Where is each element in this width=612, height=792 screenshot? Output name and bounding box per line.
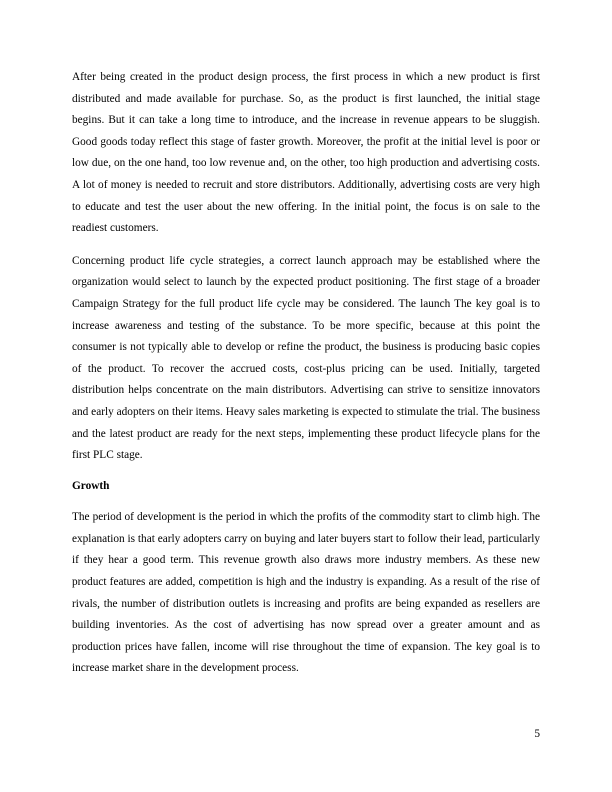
section-heading-growth: Growth: [72, 479, 110, 492]
page-number: 5: [534, 728, 540, 740]
growth-paragraph: The period of development is the period in which the profits of the commodity start to climb high. The explanation is that early adopters carry on buying and later buyers start to follow their lead, particularly if they hear a good term. This revenue growth also draws more industry members. As these new product features are added, competition is high and the industry is expanding. As a result of the rise of rivals, the number of distribution outlets is increasing and profits are being expanded as resellers are building inventories. As the cost of advertising has now spread over a greater amount and as production prices have fallen, income will rise throughout the time of expansion. The key goal is to increase market share in the development process.: [72, 511, 540, 675]
strategy-paragraph: Concerning product life cycle strategies, a correct launch approach may be established where the organization would select to launch by the expected product positioning. The first stage of a broader Campaign Strategy for the full product life cycle may be considered. The launch The key goal is to increase awareness and testing of the substance. To be more specific, because at this point the consumer is not typically able to develop or refine the product, the business is producing basic copies of the product. To recover the accrued costs, cost-plus pricing can be used. Initially, targeted distribution helps concentrate on the main distributors. Advertising can strive to sensitize innovators and early adopters on their items. Heavy sales marketing is expected to stimulate the trial. The business and the latest product are ready for the next steps, implementing these product lifecycle plans for the first PLC stage.: [72, 254, 540, 462]
intro-paragraph: After being created in the product design process, the first process in which a new product is first distributed and made available for purchase. So, as the product is first launched, the initial stage begins. But it can take a long time to introduce, and the increase in revenue appears to be sluggish. Good goods today reflect this stage of faster growth. Moreover, the profit at the initial level is poor or low due, on the one hand, too low revenue and, on the other, too high production and advertising costs. A lot of money is needed to recruit and store distributors. Additionally, advertising costs are very high to educate and test the user about the new offering. In the initial point, the focus is on sale to the readiest customers.: [72, 71, 540, 235]
page-body: [72, 67, 540, 680]
